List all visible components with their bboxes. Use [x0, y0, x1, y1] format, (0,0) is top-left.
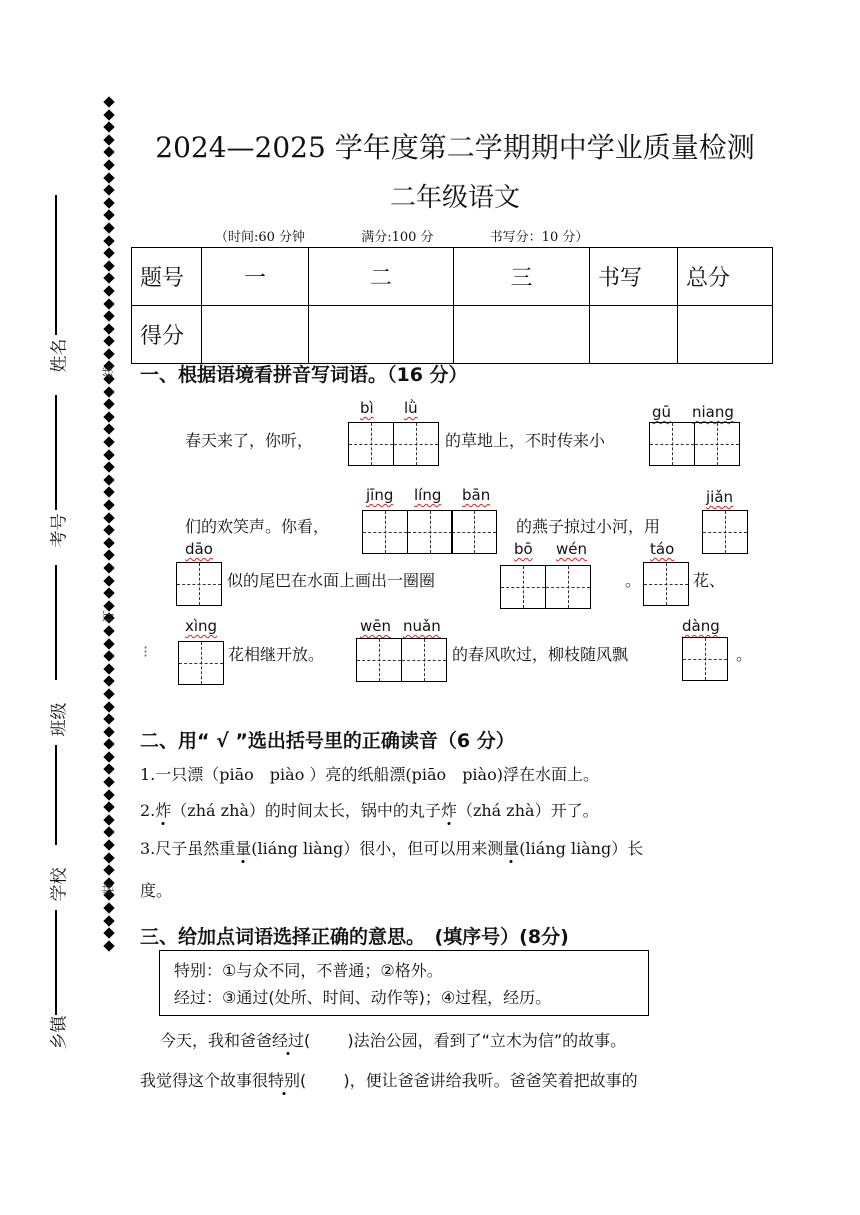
question-3-continued: 度。: [140, 881, 173, 900]
town-label: 乡镇: [49, 1015, 70, 1050]
writing-grid-jian[interactable]: [702, 510, 748, 554]
question-1: 1.一只漂（piāo piào ）亮的纸船漂(piāo piào)浮在水面上。: [140, 765, 599, 784]
exam-subtitle: 二年级语文: [389, 183, 520, 213]
cut-mark-line: 线: [101, 365, 116, 378]
school-label: 学校: [49, 867, 70, 902]
diamond-mark: [103, 865, 114, 876]
diamond-mark: [103, 701, 114, 712]
diamond-mark: [103, 663, 114, 674]
diamond-mark: [103, 802, 114, 813]
diamond-mark: [103, 776, 114, 787]
diamond-mark: [103, 940, 114, 951]
score-cell[interactable]: [678, 306, 773, 364]
pinyin: dāo: [185, 540, 213, 558]
writing-grid-xing[interactable]: [178, 641, 224, 685]
diamond-mark: [103, 625, 114, 636]
diamond-mark: [103, 587, 114, 598]
passage-text: 春天来了，你听，: [185, 431, 314, 450]
diamond-mark: [103, 537, 114, 548]
diamond-mark: [103, 109, 114, 120]
diamond-mark: [103, 676, 114, 687]
full-score: 满分:100 分: [361, 230, 434, 245]
writing-grid-bowen[interactable]: [500, 565, 591, 609]
diamond-mark: [103, 487, 114, 498]
diamond-mark: [103, 411, 114, 422]
question-3: 3.尺子虽然重量(liáng liàng）很小，但可以用来测量(liáng liàng）长: [140, 839, 644, 858]
town-line: [55, 910, 57, 1015]
score-header-cell: 一: [202, 248, 309, 306]
definition-box: [159, 950, 649, 1016]
diamond-mark: [103, 562, 114, 573]
score-cell[interactable]: [454, 306, 590, 364]
keyword-tebie: 特别: [268, 1071, 301, 1090]
diamond-mark: [103, 184, 114, 195]
cut-mark-staple: 装: [101, 882, 116, 895]
score-header-cell: 书写: [590, 248, 678, 306]
diamond-mark: [103, 159, 114, 170]
diamond-mark: [103, 902, 114, 913]
diamond-mark: [103, 739, 114, 750]
score-row-label: 得分: [132, 306, 202, 364]
pinyin: nuǎn: [403, 617, 441, 635]
writing-grid-bilv[interactable]: [348, 422, 439, 466]
writing-grid-tao[interactable]: [643, 562, 689, 606]
score-cell[interactable]: [309, 306, 454, 364]
pinyin: dàng: [682, 617, 720, 635]
passage-text: 的燕子掠过小河，用: [516, 517, 661, 536]
passage-text: 花、: [693, 571, 726, 590]
writing-grid-dao[interactable]: [176, 562, 222, 606]
diamond-mark: [103, 247, 114, 258]
passage-text: 的草地上，不时传来小: [445, 431, 606, 450]
diamond-mark: [103, 462, 114, 473]
diamond-mark: [103, 751, 114, 762]
question-2: 2.炸（zhá zhà）的时间太长，锅中的丸子炸（zhá zhà）开了。: [140, 801, 599, 820]
diamond-mark: [103, 789, 114, 800]
diamond-mark: [103, 310, 114, 321]
diamond-mark: [103, 348, 114, 359]
diamond-mark: [103, 827, 114, 838]
diamond-mark: [103, 210, 114, 221]
cut-mark-bind: 订: [101, 610, 116, 623]
section1-heading: 一、根据语境看拼音写词语。（16 分）: [140, 364, 468, 386]
pinyin: gū: [652, 403, 672, 421]
pinyin: bō: [514, 540, 533, 558]
passage-text: 花相继开放。: [228, 645, 325, 664]
diamond-mark: [103, 323, 114, 334]
diamond-mark: [103, 839, 114, 850]
pinyin: xìng: [185, 617, 218, 635]
pinyin: wén: [556, 540, 588, 558]
diamond-mark: [103, 638, 114, 649]
score-cell[interactable]: [590, 306, 678, 364]
passage-line-1: 今天，我和爸爸经过( )法治公园，看到了“立木为信”的故事。: [160, 1031, 627, 1050]
school-line: [55, 745, 57, 845]
writing-grid-jinglingban[interactable]: [362, 510, 497, 554]
diamond-mark: [103, 96, 114, 107]
diamond-mark: [103, 764, 114, 775]
diamond-mark: [103, 222, 114, 233]
diamond-mark: [103, 147, 114, 158]
pinyin: lǜ: [404, 399, 418, 417]
pinyin: jiǎn: [706, 488, 734, 506]
pinyin: jīng: [366, 486, 394, 504]
score-header-cell: 二: [309, 248, 454, 306]
passage-text: 们的欢笑声。你看，: [185, 517, 330, 536]
diamond-mark: [103, 474, 114, 485]
diamond-mark: [103, 550, 114, 561]
pinyin: bān: [462, 486, 491, 504]
binding-diamond-border: [100, 95, 118, 954]
pinyin: wēn: [360, 617, 392, 635]
passage-text: 。: [736, 645, 753, 664]
diamond-mark: [103, 713, 114, 724]
diamond-mark: [103, 298, 114, 309]
diamond-mark: [103, 260, 114, 271]
score-header-cell: 总分: [678, 248, 773, 306]
name-label: 姓名: [49, 338, 70, 373]
diamond-mark: [103, 235, 114, 246]
diamond-mark: [103, 499, 114, 510]
exam-number-line: [55, 395, 57, 510]
diamond-mark: [103, 336, 114, 347]
diamond-mark: [103, 928, 114, 939]
diamond-mark: [103, 688, 114, 699]
keyword-jingguo: 经过: [272, 1031, 305, 1050]
pinyin: táo: [650, 540, 675, 558]
name-line: [55, 195, 57, 335]
diamond-mark: [103, 575, 114, 586]
diamond-mark: [103, 134, 114, 145]
diamond-mark: [103, 399, 114, 410]
passage-line-2: 我觉得这个故事很特别( )，便让爸爸讲给我听。爸爸笑着把故事的: [140, 1071, 638, 1090]
score-table: [131, 247, 773, 364]
pinyin: bì: [360, 399, 374, 417]
diamond-mark: [103, 650, 114, 661]
exam-number-label: 考号: [49, 513, 70, 548]
diamond-mark: [103, 273, 114, 284]
diamond-mark: [103, 172, 114, 183]
section2-heading: 二、用“ √ ”选出括号里的正确读音（6 分）: [140, 730, 515, 752]
exam-title: 2024—2025 学年度第二学期期中学业质量检测: [155, 131, 755, 164]
exam-meta: [215, 226, 640, 245]
score-table-header-row: [132, 248, 773, 306]
diamond-mark: [103, 852, 114, 863]
diamond-mark: [103, 726, 114, 737]
diamond-mark: [103, 424, 114, 435]
section3-heading: 三、给加点词语选择正确的意思。 (填序号）(8分): [140, 926, 569, 948]
definition-tebie: 特别：①与众不同，不普通；②格外。: [174, 961, 443, 980]
diamond-mark: [103, 449, 114, 460]
writing-score: 书写分：10 分）: [489, 230, 589, 245]
diamond-mark: [103, 814, 114, 825]
passage-text: 似的尾巴在水面上画出一圈圈: [227, 571, 436, 590]
writing-grid-wennuan[interactable]: [356, 638, 447, 682]
score-table-score-row: [132, 306, 773, 364]
diamond-mark: [103, 386, 114, 397]
score-cell[interactable]: [202, 306, 309, 364]
passage-text: 。: [625, 571, 642, 590]
pinyin: niang: [692, 403, 734, 421]
separator-mark: ⁝: [143, 642, 149, 661]
writing-grid-dang[interactable]: [682, 637, 728, 681]
diamond-mark: [103, 436, 114, 447]
passage-text: 的春风吹过，柳枝随风飘: [452, 645, 629, 664]
class-label: 班级: [49, 702, 70, 737]
diamond-mark: [103, 525, 114, 536]
score-header-cell: 三: [454, 248, 590, 306]
definition-jingguo: 经过：③通过(处所、时间、动作等)；④过程，经历。: [174, 988, 552, 1007]
diamond-mark: [103, 285, 114, 296]
score-header-cell: 题号: [132, 248, 202, 306]
pinyin: líng: [414, 486, 442, 504]
diamond-mark: [103, 197, 114, 208]
diamond-mark: [103, 122, 114, 133]
diamond-mark: [103, 915, 114, 926]
diamond-mark: [103, 512, 114, 523]
writing-grid-guniang[interactable]: [649, 422, 740, 466]
class-line: [55, 565, 57, 680]
time-limit: （时间:60 分钟: [215, 230, 306, 245]
